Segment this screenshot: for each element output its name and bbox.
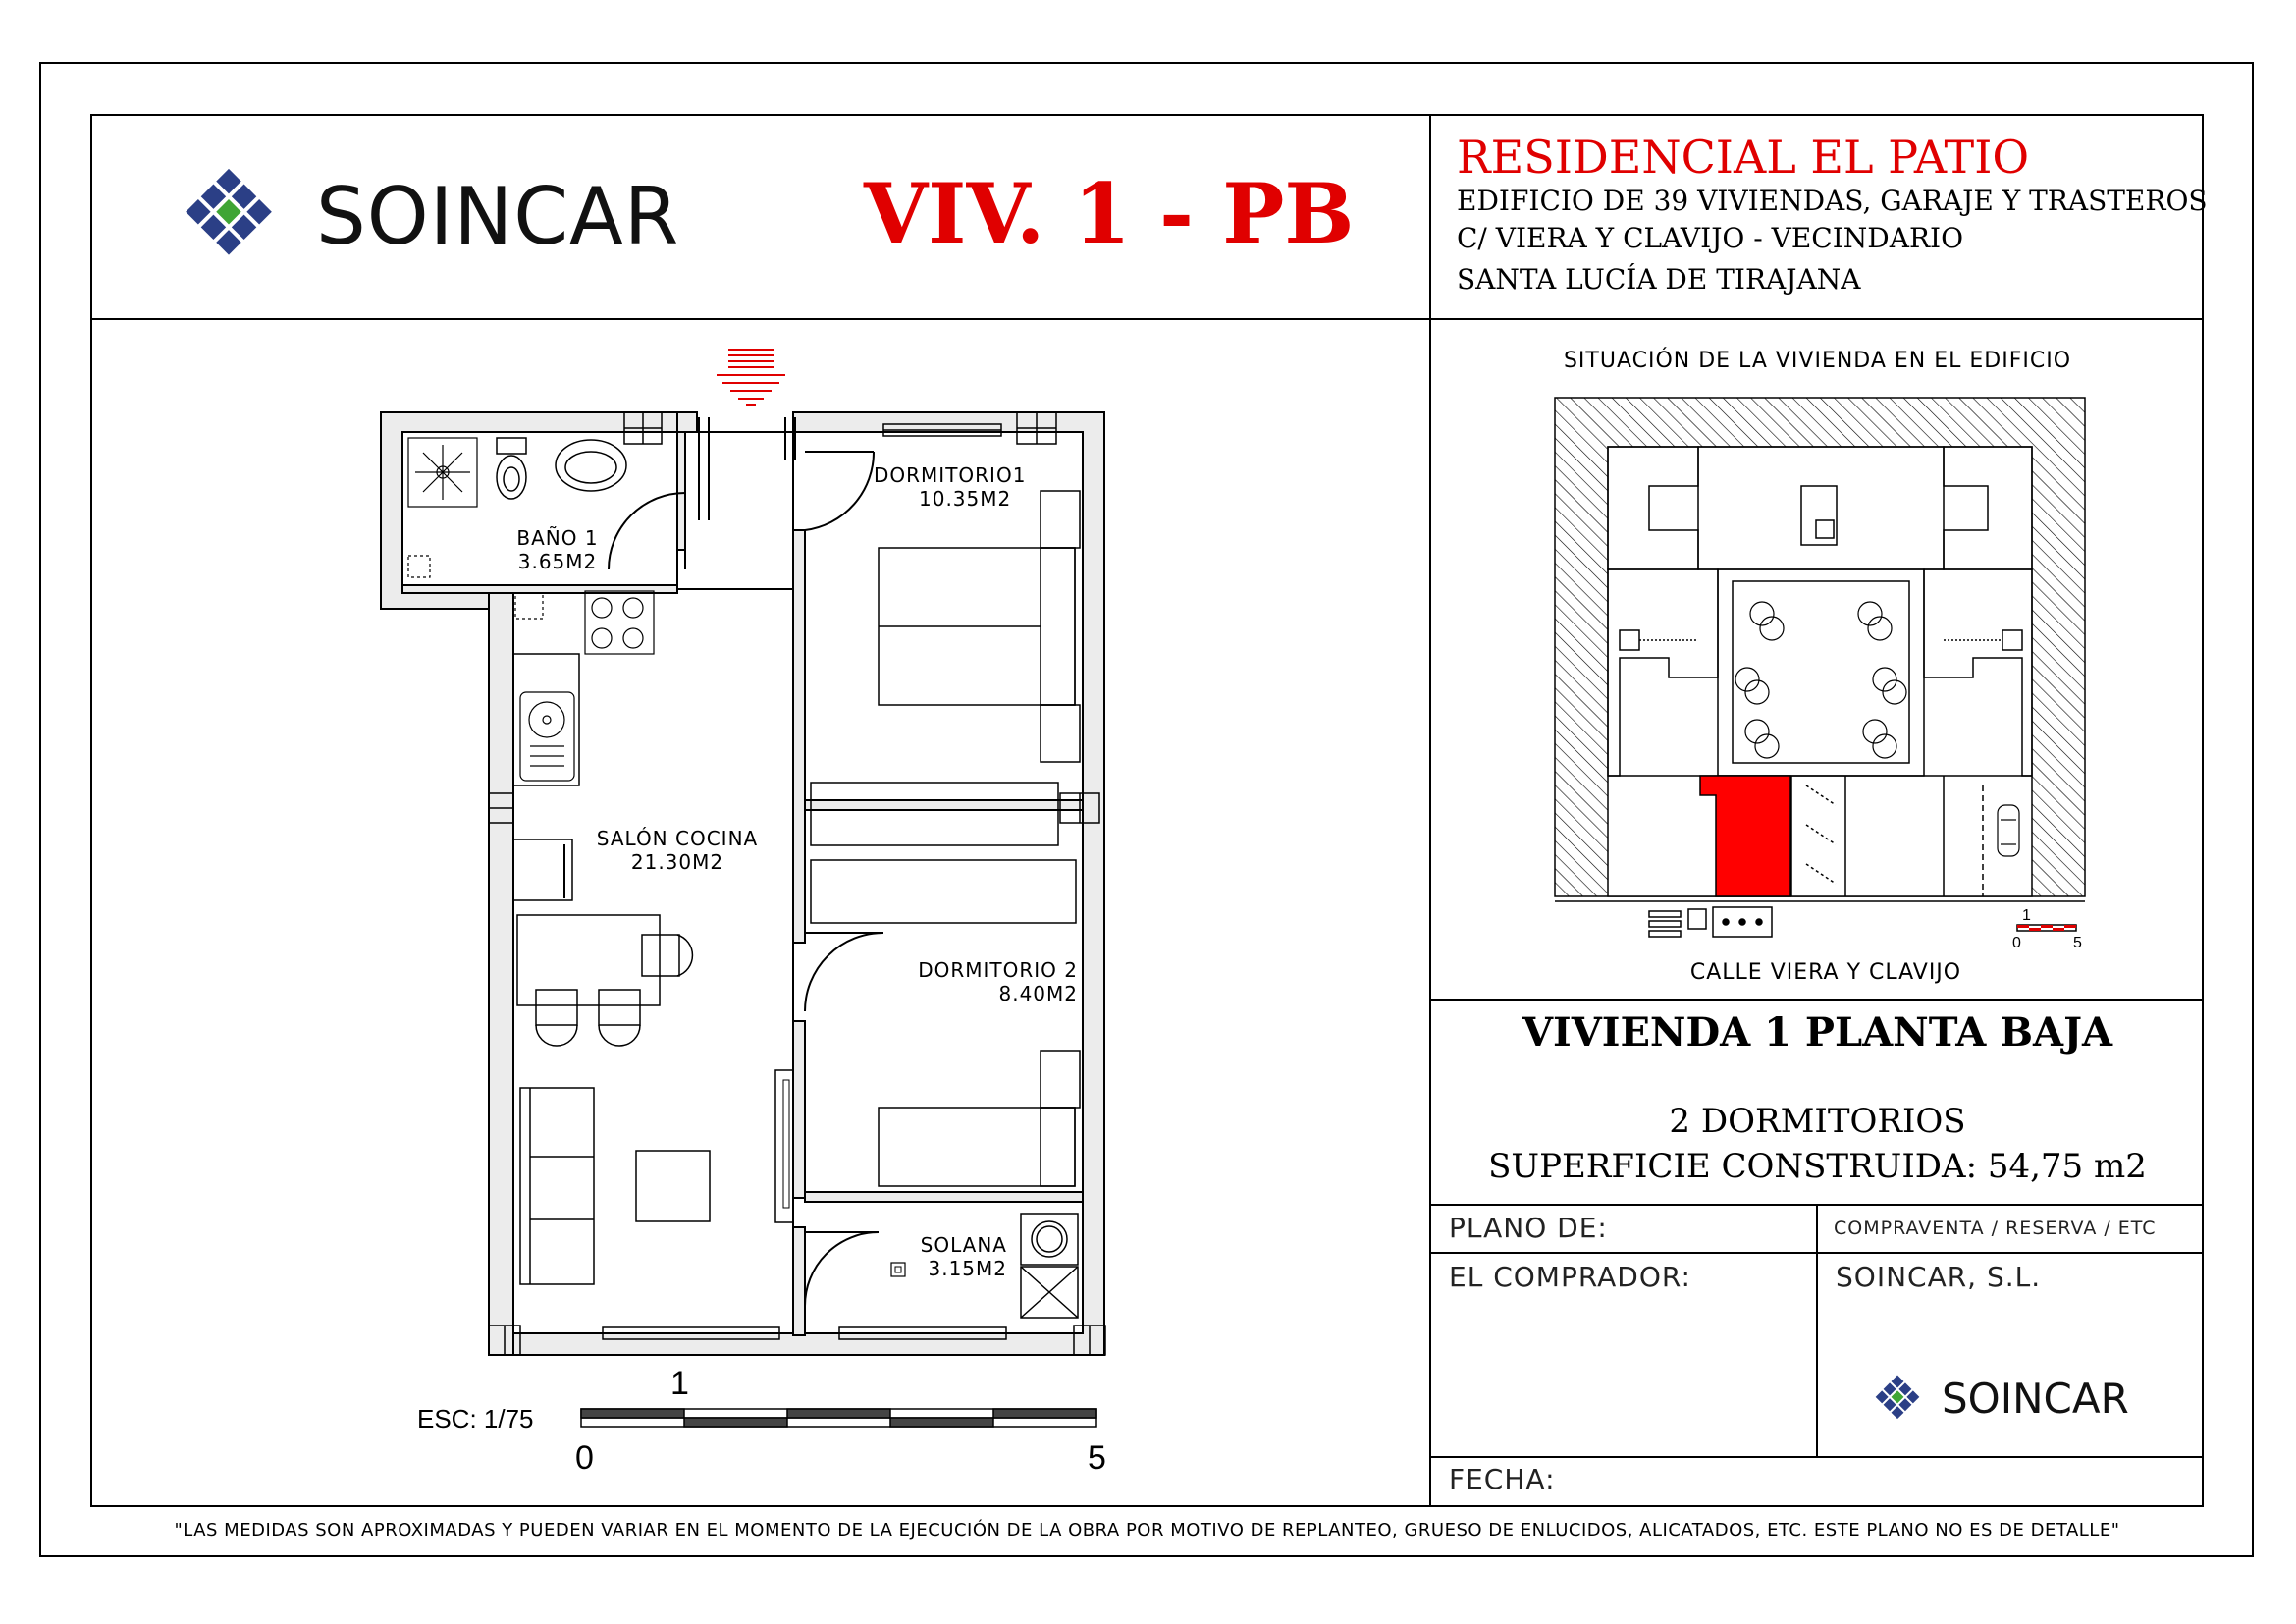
mini-scale-start: 0 [2012, 935, 2021, 951]
info-logo-text: SOINCAR [1942, 1375, 2129, 1423]
comprador-value: SOINCAR, S.L. [1836, 1261, 2042, 1293]
room-label-salon [579, 827, 775, 874]
summary-bedrooms: 2 DORMITORIOS [1669, 1102, 1966, 1141]
project-line: C/ VIERA Y CLAVIJO - VECINDARIO [1457, 222, 1964, 254]
location-plan [1551, 393, 2101, 952]
room-label-bano [499, 526, 616, 573]
location-title: SITUACIÓN DE LA VIVIENDA EN EL EDIFICIO [1563, 349, 2072, 373]
room-label-dormitorio1 [874, 463, 1041, 511]
scale-bar [581, 1409, 1096, 1427]
fecha-label: FECHA: [1449, 1463, 1556, 1495]
plano-label: PLANO DE: [1449, 1212, 1608, 1244]
scale-label: ESC: 1/75 [417, 1404, 534, 1434]
panel-line [1816, 1204, 1818, 1457]
room-label-solana [899, 1233, 1007, 1280]
scale-start: 0 [575, 1439, 594, 1477]
room-area: 3.15M2 [928, 1257, 1007, 1280]
panel-line [1429, 999, 2204, 1001]
room-name: DORMITORIO1 [874, 463, 1027, 487]
room-area: 21.30M2 [630, 850, 724, 874]
logo-text: SOINCAR [316, 171, 680, 262]
summary-surface: SUPERFICIE CONSTRUIDA: 54,75 m2 [1488, 1147, 2147, 1186]
disclaimer: "LAS MEDIDAS SON APROXIMADAS Y PUEDEN VARIAR EN EL MOMENTO DE LA EJECUCIÓN DE LA OBRA POR MOTIVO DE REPLANTEO, GRUESO DE ENLUCIDOS, ALICATADOS, ETC. ESTE PLANO NO ES DE DETALLE" [174, 1520, 2120, 1541]
room-area: 8.40M2 [998, 982, 1078, 1005]
mini-scale-end: 5 [2073, 935, 2082, 951]
summary-title: VIVIENDA 1 PLANTA BAJA [1522, 1009, 2113, 1056]
unit-title: VIV. 1 - PB [864, 165, 1355, 262]
room-name: SOLANA [920, 1233, 1007, 1257]
project-name: RESIDENCIAL EL PATIO [1457, 131, 2030, 184]
room-area: 10.35M2 [919, 487, 1012, 511]
room-label-dormitorio2 [891, 958, 1078, 1005]
info-logo [1871, 1373, 2146, 1428]
room-name: BAÑO 1 [516, 526, 599, 550]
street-label: CALLE VIERA Y CLAVIJO [1689, 960, 1962, 985]
room-area: 3.65M2 [517, 550, 598, 573]
room-name: DORMITORIO 2 [918, 958, 1078, 982]
mini-scale-mid: 1 [2022, 907, 2031, 924]
plano-value: COMPRAVENTA / RESERVA / ETC [1834, 1218, 2157, 1239]
entrance-arrow-icon [717, 350, 785, 405]
project-block [1457, 131, 2208, 302]
soincar-logo-icon [1871, 1373, 1924, 1426]
scale-end: 5 [1088, 1439, 1106, 1477]
right-panel-divider [1429, 114, 1431, 1507]
project-line: SANTA LUCÍA DE TIRAJANA [1457, 263, 1861, 296]
scale-mid: 1 [670, 1365, 689, 1402]
comprador-label: EL COMPRADOR: [1449, 1261, 1691, 1293]
room-name: SALÓN COCINA [596, 827, 759, 850]
project-line: EDIFICIO DE 39 VIVIENDAS, GARAJE Y TRASTEROS [1457, 185, 2208, 217]
